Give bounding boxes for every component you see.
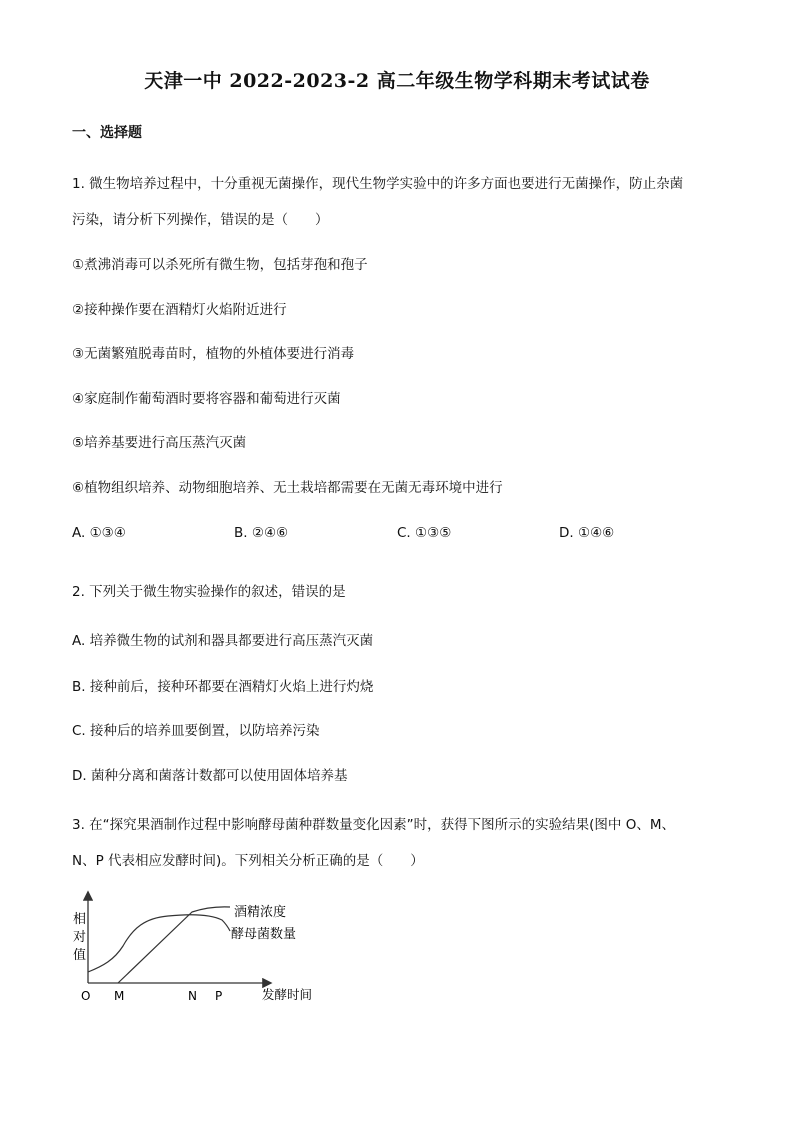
x-axis-label: 发酵时间 [262, 987, 313, 1002]
q1-stem-line1: 1. 微生物培养过程中，十分重视无菌操作，现代生物学实验中的许多方面也要进行无菌操作，防止杂菌 [72, 176, 684, 192]
q3-stem-line2: N、P 代表相应发酵时间)。下列相关分析正确的是（ ） [72, 853, 424, 869]
yeast-label: 酵母菌数量 [231, 927, 297, 942]
q1-item-5: ⑤培养基要进行高压蒸汽灭菌 [72, 435, 247, 451]
tick-o: O [81, 989, 91, 1003]
q1-stem-line2: 污染，请分析下列操作，错误的是（ ） [72, 212, 329, 228]
q1-option-b: B. ②④⑥ [234, 525, 289, 541]
q1-option-c: C. ①③⑤ [397, 525, 452, 541]
section-heading: 一、选择题 [72, 125, 142, 141]
q3-stem-line1: 3. 在“探究果酒制作过程中影响酵母菌种群数量变化因素”时，获得下图所示的实验结果(图中 O、M、 [72, 817, 675, 833]
ylabel-char-1: 相 [73, 912, 87, 927]
tick-m: M [114, 989, 125, 1003]
page-title: 天津一中 2022-2023-2 高二年级生物学科期末考试试卷 [144, 70, 650, 92]
q1-item-3: ③无菌繁殖脱毒苗时，植物的外植体要进行消毒 [72, 346, 355, 362]
ylabel-char-2: 对 [73, 930, 87, 945]
q1-option-d: D. ①④⑥ [559, 525, 615, 541]
q2-option-c: C. 接种后的培养皿要倒置，以防培养污染 [72, 723, 320, 739]
q1-item-2: ②接种操作要在酒精灯火焰附近进行 [72, 302, 287, 318]
tick-n: N [188, 989, 197, 1003]
tick-p: P [215, 989, 223, 1003]
alcohol-curve [118, 907, 230, 983]
alcohol-label: 酒精浓度 [234, 905, 287, 920]
q2-stem: 2. 下列关于微生物实验操作的叙述，错误的是 [72, 584, 346, 600]
ylabel-char-3: 值 [73, 948, 87, 963]
q1-option-a: A. ①③④ [72, 525, 126, 541]
q2-option-b: B. 接种前后，接种环都要在酒精灯火焰上进行灼烧 [72, 679, 374, 695]
q1-item-1: ①煮沸消毒可以杀死所有微生物，包括芽孢和孢子 [72, 257, 368, 273]
q1-item-6: ⑥植物组织培养、动物细胞培养、无土栽培都需要在无菌无毒环境中进行 [72, 480, 503, 496]
q2-option-a: A. 培养微生物的试剂和器具都要进行高压蒸汽灭菌 [72, 633, 374, 649]
q2-option-d: D. 菌种分离和菌落计数都可以使用固体培养基 [72, 768, 348, 784]
q1-item-4: ④家庭制作葡萄酒时要将容器和葡萄进行灭菌 [72, 391, 341, 407]
